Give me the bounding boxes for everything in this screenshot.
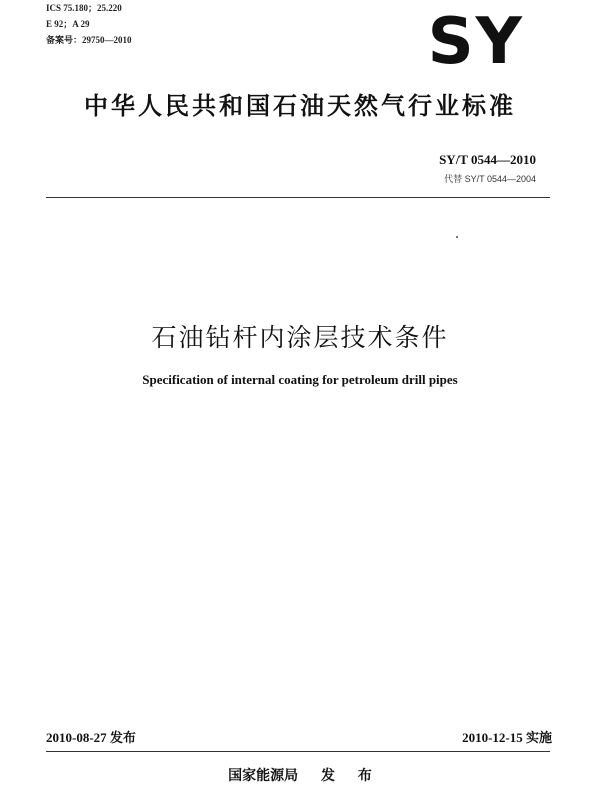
- speck: [456, 236, 458, 238]
- ics-code: ICS 75.180；25.220: [46, 3, 122, 13]
- replaces-standard: 代替 SY/T 0544—2004: [444, 174, 536, 184]
- issue-date: 2010-08-27 发布: [46, 730, 136, 745]
- publisher: 国家能源局 发 布: [228, 768, 372, 784]
- top-divider: [46, 197, 550, 198]
- classification-code: E 92；A 29: [46, 19, 90, 29]
- standard-number: SY/T 0544—2010: [439, 152, 536, 167]
- standard-category-title: 中华人民共和国石油天然气行业标准: [84, 92, 516, 120]
- document-title-chinese: 石油钻杆内涂层技术条件: [151, 323, 449, 352]
- implementation-date: 2010-12-15 实施: [462, 730, 552, 745]
- bottom-divider: [46, 751, 550, 752]
- document-title-english: Specification of internal coating for petroleum drill pipes: [142, 372, 458, 387]
- sy-logo: SY: [427, 5, 524, 79]
- filing-number: 备案号：29750—2010: [46, 35, 132, 45]
